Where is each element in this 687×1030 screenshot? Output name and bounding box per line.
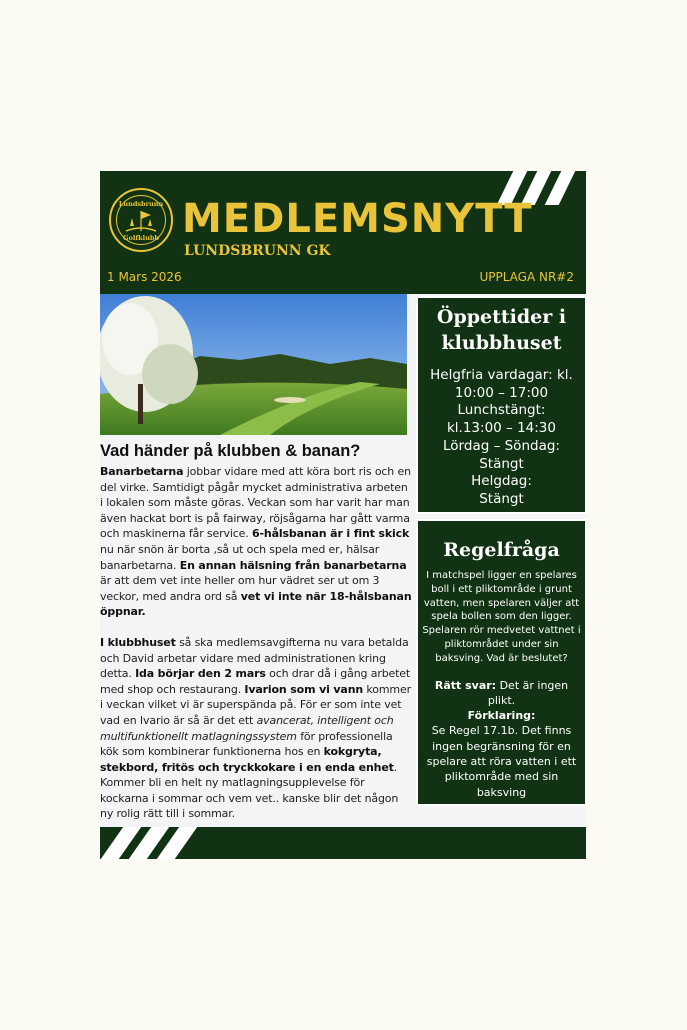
logo-text-bottom: Golfklubb — [123, 234, 159, 242]
hours-line: Stängt — [479, 490, 524, 507]
masthead — [100, 171, 586, 294]
highlight-text: 6-hålsbanan är i fint skick — [251, 527, 410, 541]
newsletter-title: MEDLEMSNYTT — [182, 196, 533, 242]
highlight-text: En annan hälsning från banarbetarna — [179, 558, 407, 572]
rules-question: I matchspel ligger en spelares boll i ett pliktområde i grunt vatten, men spelaren väljer att spela bollen som den ligger. Spelaren rör medvetet vattnet i pliktområdet under sin baksving. Vad är beslutet? — [422, 570, 581, 664]
hours-line: Lördag – Söndag: — [443, 437, 560, 454]
text-span: jobbar vidare med att köra bort ris och en del virke. Samtidigt pågår mycket administrativa arbeten i lokalen som måste göras. Veckan som har varit har man även hackat bort is på fairway, röjsågarna har gått varma och maskinerna får service. — [100, 465, 411, 541]
answer-label: Rätt svar: — [434, 678, 497, 692]
text-span: och drar då i gång arbetet med shop och restaurang. — [100, 667, 411, 696]
clubhouse-label: I klubbhuset — [100, 635, 176, 649]
text-span: så ska medlemsavgifterna nu vara betalda och David arbetar vidare med administrationen kring detta. — [100, 635, 409, 681]
highlight-text: Ida börjar den 2 mars — [135, 667, 266, 681]
article-headline: Vad händer på klubben & banan? — [100, 442, 361, 460]
newsletter-page — [100, 171, 586, 859]
opening-hours-list — [418, 367, 585, 509]
main-article — [100, 440, 412, 822]
golf-course-photo — [100, 294, 407, 435]
course-staff-label: Banarbetarna — [100, 465, 184, 478]
footer-band — [100, 827, 586, 859]
opening-hours-title: Öppettider i klubbhuset — [436, 306, 567, 354]
hours-line: Lunchstängt: — [457, 402, 546, 419]
issue-date: 1 Mars 2026 — [107, 270, 182, 284]
text-span: nu när snön är borta ,så ut och spela med er, hälsar banarbetarna. — [100, 542, 380, 572]
highlight-text: Ivarion som vi vann — [244, 682, 364, 696]
opening-hours-box — [416, 296, 587, 514]
logo-text-top: Lundsbrunn — [118, 200, 164, 208]
explanation-text: Se Regel 17.1b. Det finns ingen begränsning för en spelare att röra vatten i ett pliktområde med sin baksving — [426, 724, 577, 799]
decor-stripe — [545, 171, 576, 205]
rules-question-box — [416, 519, 587, 806]
hours-line: Helgdag: — [471, 473, 532, 490]
rules-answer — [418, 678, 585, 800]
article-paragraph-clubhouse — [100, 635, 412, 822]
text-span: är att dem vet inte heller om hur vädret ser ut om 3 veckor, med andra ord så — [100, 574, 380, 603]
hours-line: Stängt — [479, 455, 524, 472]
text-span: för professionella kök som kombinerar funktionerna hos en — [100, 729, 393, 759]
highlight-text: vet vi inte när 18-hålsbanan öppnar. — [100, 589, 412, 619]
issue-number: UPPLAGA NR#2 — [479, 270, 574, 284]
article-paragraph-course — [100, 464, 412, 620]
italic-text: avancerat, intelligent och multifunktionellt matlagningssystem — [100, 713, 394, 743]
text-span: kommer i veckan vilket vi är superspända på. För er som inte vet vad en Ivario är så är det ett — [100, 682, 411, 727]
text-span: . Kommer bli en helt ny matlagningsupplevelse för kockarna i sommar och vem vet.. kanske blir det någon ny rolig rätt till i sommar. — [100, 760, 399, 821]
club-name: LUNDSBRUNN GK — [184, 243, 331, 259]
hours-line: Helgfria vardagar: kl. — [430, 367, 573, 383]
explanation-label: Förklaring: — [467, 709, 536, 723]
rules-title: Regelfråga — [443, 539, 560, 561]
club-logo — [109, 188, 173, 252]
paragraph-gap — [100, 620, 412, 635]
answer-text: Det är ingen plikt. — [487, 678, 569, 707]
hours-line: 10:00 – 17:00 — [454, 384, 549, 401]
highlight-text: kokgryta, stekbord, fritös och tryckkokare i en enda enhet — [100, 745, 394, 774]
hours-line: kl.13:00 – 14:30 — [446, 420, 556, 437]
